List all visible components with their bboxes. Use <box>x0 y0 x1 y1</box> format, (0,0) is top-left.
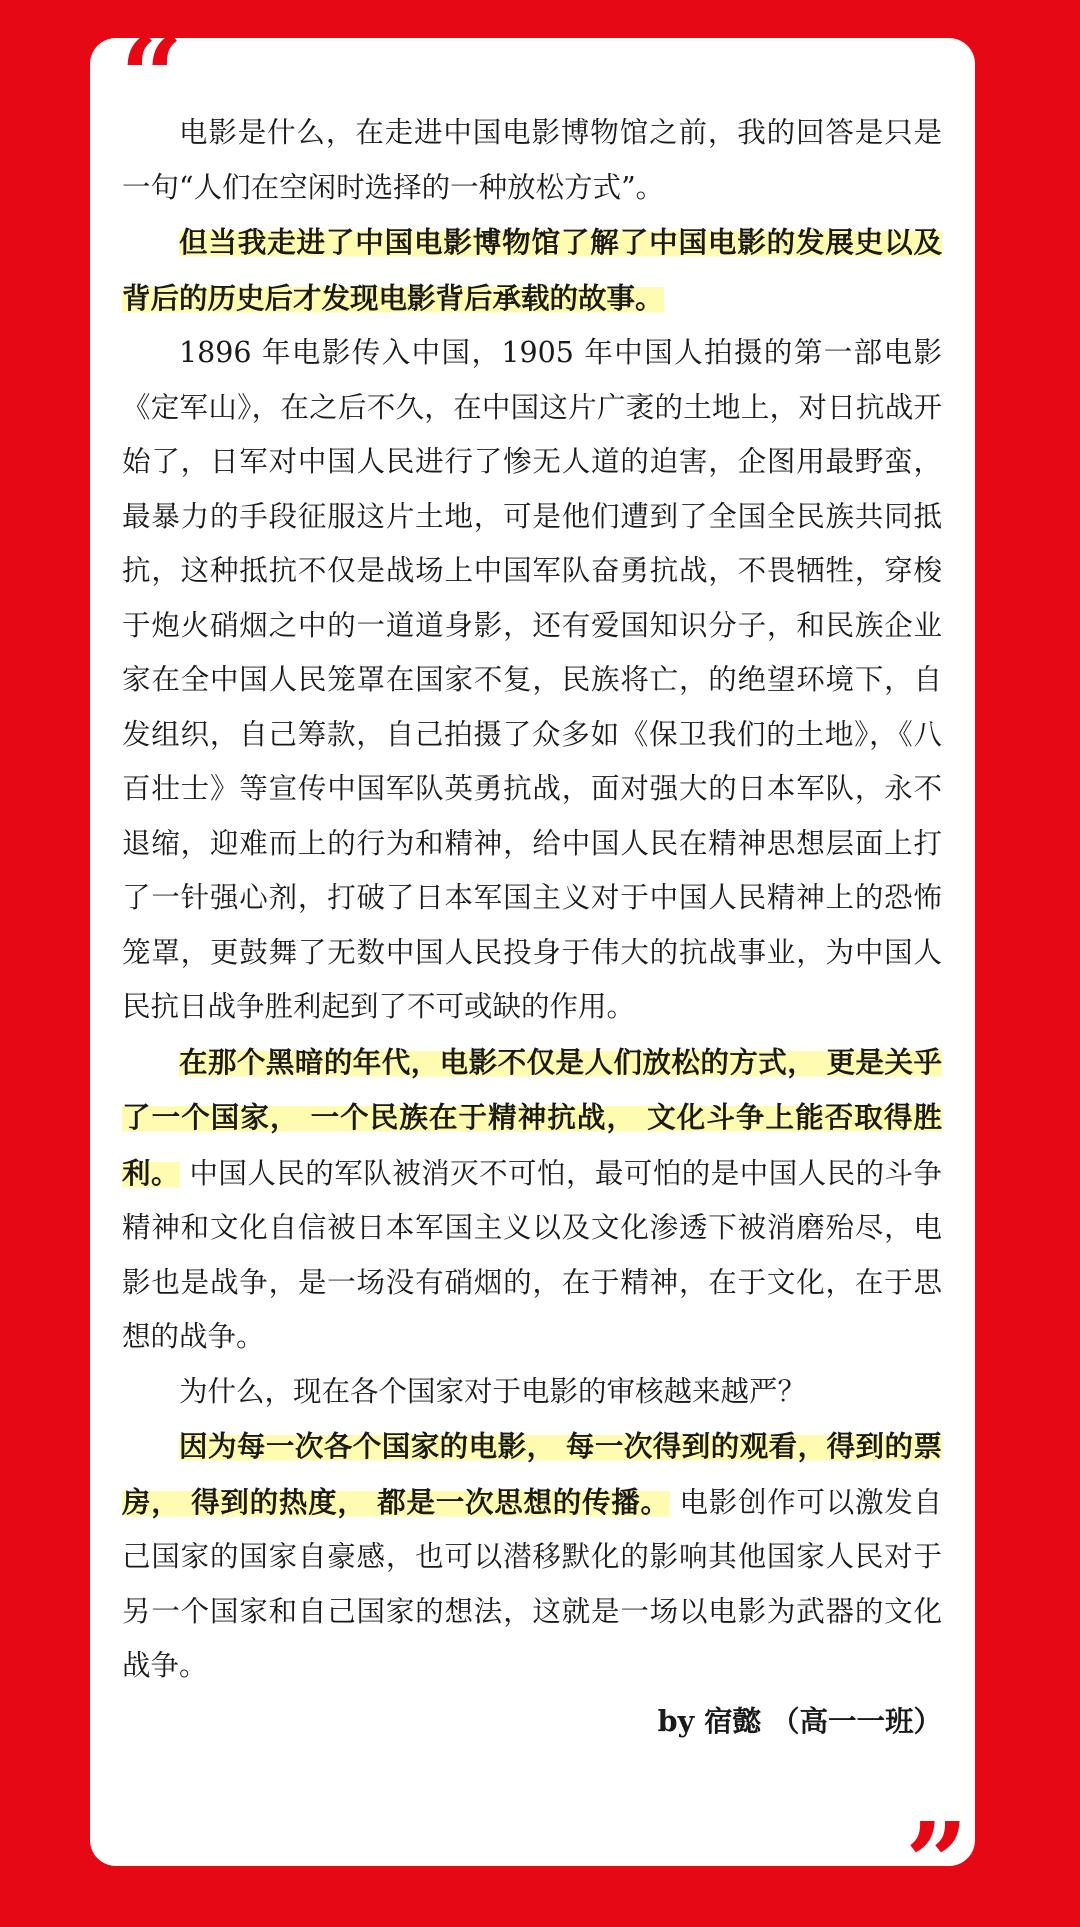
paragraph-intro: 电影是什么，在走进中国电影博物馆之前，我的回答是只是一句“人们在空闲时选择的一种放松方式”。 <box>122 116 942 204</box>
paragraph-text: 电影创作可以激发自己国家的国家自豪感，也可以潜移默化的影响其他国家人民对于另一个国家和自己国家的想法，这就是一场以电影为武器的文化战争。 <box>122 1485 942 1682</box>
open-quote-mark: “ <box>120 12 184 141</box>
paragraph-text: 中国人民的军队被消灭不可怕，最可怕的是中国人民的斗争精神和文化自信被日本军国主义以及文化渗透下被消磨殆尽，电影也是战争，是一场没有硝烟的，在于精神，在于文化，在于思想的战争。 <box>122 1156 942 1353</box>
paragraph-question: 为什么，现在各个国家对于电影的审核越来越严？ <box>179 1374 807 1408</box>
highlight-text: 在那个黑暗的年代，电影不仅是人们放松的方式， 更是关乎了一个国家， 一个民族在于精神抗战， 文化斗争上能否取得胜利。 <box>122 1044 942 1190</box>
highlight-text: 因为每一次各个国家的电影， 每一次得到的观看，得到的票房， 得到的热度， 都是一次思想的传播。 <box>122 1429 942 1519</box>
paragraph-history: 1896 年电影传入中国，1905 年中国人拍摄的第一部电影《定军山》，在之后不久，在中国这片广袤的土地上，对日抗战开始了，日军对中国人民进行了惨无人道的迫害，企图用最野蛮，最暴力的手段征服这片土地，可是他们遭到了全国全民族共同抵抗，这种抵抗不仅是战场上中国军队奋勇抗战，不畏牺牲，穿梭于炮火硝烟之中的一道道身影，还有爱国知识分子，和民族企业家在全中国人民笼罩在国家不复，民族将亡，的绝望环境下，自发组织，自己筹款，自己拍摄了众多如《保卫我们的土地》，《八百壮士》等宣传中国军队英勇抗战，面对强大的日本军队，永不退缩，迎难而上的行为和精神，给中国人民在精神思想层面上打了一针强心剂，打破了日本军国主义对于中国人民精神上的恐怖笼罩，更鼓舞了无数中国人民投身于伟大的抗战事业，为中国人民抗日战争胜利起到了不可或缺的作用。 <box>122 336 942 1023</box>
paragraph-realization <box>122 215 942 326</box>
paragraph-answer <box>122 1419 942 1694</box>
article-body <box>122 106 942 1748</box>
close-quote-mark: ” <box>905 1798 969 1927</box>
paragraph-dark-era <box>122 1035 942 1365</box>
author-signature: by 宿懿 （高一一班） <box>657 1703 942 1738</box>
highlight-text: 但当我走进了中国电影博物馆了解了中国电影的发展史以及背后的历史后才发现电影背后承载的故事。 <box>122 225 942 315</box>
